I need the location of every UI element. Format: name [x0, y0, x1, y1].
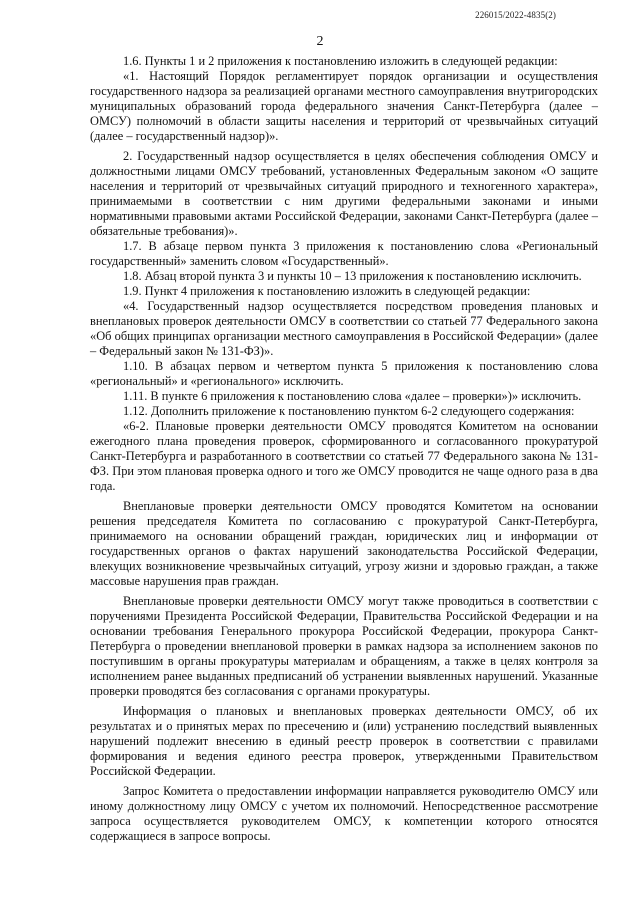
- paragraph-unscheduled-inspections: Внеплановые проверки деятельности ОМСУ проводятся Комитетом на основании решения председателя Комитета по согласованию с прокуратурой Санкт-Петербурга, принимаемого на основании обращений граждан, юридических лиц и информации от государственных органов о фактах нарушений законодательства Российской Федерации, влекущих возникновение чрезвычайных ситуаций, угрозу жизни и здоровью граждан, а также массовые нарушения прав граждан.: [90, 499, 598, 588]
- paragraph-item-4-quote: «4. Государственный надзор осуществляется посредством проведения плановых и внеплановых проверок деятельности ОМСУ в соответствии со статьей 77 Федерального закона «Об общих принципах организации местного самоуправления в Российской Федерации» (далее – Федеральный закон № 131-ФЗ)».: [90, 299, 598, 358]
- paragraph-inspection-register: Информация о плановых и внеплановых проверках деятельности ОМСУ, об их результатах и о принятых мерах по пресечению и (или) устранению последствий выявленных нарушений подлежит внесению в единый реестр проверок в соответствии с правилами формирования и ведения единого реестра проверок, утвержденными Правительством Российской Федерации.: [90, 704, 598, 778]
- page-number: 2: [316, 34, 324, 49]
- paragraph-1-11: 1.11. В пункте 6 приложения к постановлению слова «далее – проверки»)» исключить.: [123, 389, 582, 403]
- paragraph-information-request: Запрос Комитета о предоставлении информации направляется руководителю ОМСУ или иному должностному лицу ОМСУ с учетом их полномочий. Непосредственное рассмотрение запроса осуществляется руководителем ОМСУ, к компетенции которого относятся содержащиеся в запросе вопросы.: [90, 784, 598, 843]
- paragraph-1-12: 1.12. Дополнить приложение к постановлению пунктом 6-2 следующего содержания:: [123, 404, 575, 418]
- paragraph-unscheduled-by-order: Внеплановые проверки деятельности ОМСУ могут также проводиться в соответствии с поручениями Президента Российской Федерации, Правительства Российской Федерации и на основании требования Генерального прокурора Российской Федерации, прокурора Санкт-Петербурга о проведении внеплановой проверки в рамках надзора за исполнением законов по поступившим в органы прокуратуры материалам и обращениям, а также в целях контроля за исполнением ранее выданных предписаний об устранении выявленных нарушений. Указанные проверки проводятся без согласования с органами прокуратуры.: [90, 594, 598, 698]
- paragraph-1-9: 1.9. Пункт 4 приложения к постановлению изложить в следующей редакции:: [123, 284, 531, 298]
- paragraph-1-7: 1.7. В абзаце первом пункта 3 приложения к постановлению слова «Региональный государственный» заменить словом «Государственный».: [90, 239, 598, 268]
- paragraph-1-8: 1.8. Абзац второй пункта 3 и пункты 10 – 13 приложения к постановлению исключить.: [123, 269, 582, 283]
- paragraph-item-6-2-quote: «6-2. Плановые проверки деятельности ОМСУ проводятся Комитетом на основании ежегодного плана проведения проверок, сформированного и согласованного прокуратурой Санкт-Петербурга и разработанного в соответствии со статьей 77 Федерального закона № 131-ФЗ. При этом плановая проверка одного и того же ОМСУ проводится не чаще одного раза в два года.: [90, 419, 598, 493]
- document-body: [90, 54, 598, 844]
- paragraph-1-10: 1.10. В абзацах первом и четвертом пункта 5 приложения к постановлению слова «региональный» и «регионального» исключить.: [90, 359, 598, 388]
- paragraph-1-6: 1.6. Пункты 1 и 2 приложения к постановлению изложить в следующей редакции:: [123, 54, 558, 68]
- paragraph-item-2-quote: 2. Государственный надзор осуществляется в целях обеспечения соблюдения ОМСУ и должностными лицами ОМСУ требований, установленных Федеральным законом «О защите населения и территорий от чрезвычайных ситуаций природного и техногенного характера», принимаемыми в соответствии с ним другими федеральными законами и иными нормативными правовыми актами Российской Федерации, законами Санкт-Петербурга (далее – обязательные требования)».: [90, 149, 598, 238]
- document-number: 226015/2022-4835(2): [475, 10, 556, 20]
- paragraph-item-1-quote: «1. Настоящий Порядок регламентирует порядок организации и осуществления государственного надзора за реализацией органами местного самоуправления внутригородских муниципальных образований города федерального значения Санкт-Петербурга (далее – ОМСУ) полномочий в области защиты населения и территорий от чрезвычайных ситуаций (далее – государственный надзор)».: [90, 69, 598, 143]
